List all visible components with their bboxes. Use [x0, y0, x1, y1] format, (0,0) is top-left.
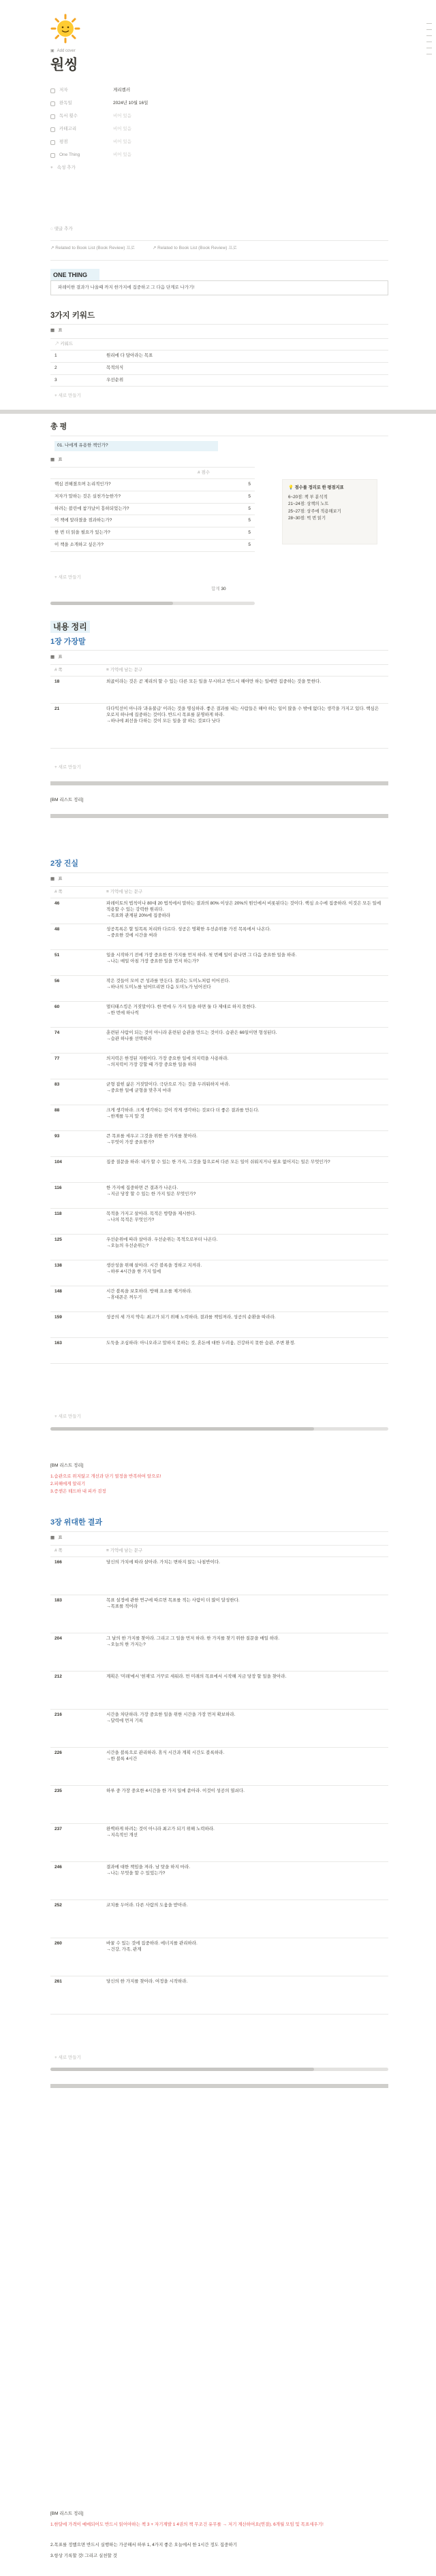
new-row-label: 새로 만들기 — [58, 2055, 81, 2060]
column-header-label: 기억에 남는 문구 — [110, 667, 143, 672]
table-row[interactable] — [50, 1862, 388, 1900]
cell-quote[interactable]: 큰 목표를 세우고 그것을 위한 한 가지를 찾아라. →무엇이 가장 중요한가? — [102, 1131, 388, 1157]
one-thing-heading: ONE THING — [50, 269, 99, 281]
table-row[interactable] — [50, 362, 388, 374]
property-key: 저자 — [59, 88, 68, 93]
cell-page[interactable]: 204 — [50, 1633, 102, 1672]
cell-score[interactable]: 5 — [193, 479, 255, 491]
db-view-label: 표 — [58, 655, 63, 659]
column-header[interactable]: # 점수 — [193, 468, 255, 479]
new-row-button[interactable]: + 새로 만들기 — [54, 1414, 81, 1419]
cell-score[interactable]: 5 — [193, 515, 255, 527]
cell-quote[interactable]: 한 가지에 집중하면 큰 결과가 나온다. →지금 당장 할 수 있는 한 가지 일은 무엇인가? — [102, 1183, 388, 1209]
overall-db-header[interactable] — [50, 457, 62, 463]
cell-quote[interactable]: 집중 질문을 하라: 내가 할 수 있는 한 가지, 그것을 함으로써 다른 모든 일이 쉬워지거나 필요 없어지는 일은 무엇인가? — [102, 1157, 388, 1183]
table-row[interactable] — [50, 1672, 388, 1710]
cell-page[interactable]: 148 — [50, 1286, 102, 1312]
cell-page[interactable]: 166 — [50, 1557, 102, 1595]
cell-text[interactable]: 우선순위 — [102, 374, 388, 387]
plus-icon: + — [50, 165, 53, 171]
table-row[interactable] — [50, 1633, 388, 1672]
cell-quote[interactable]: 당신의 한 가지를 찾아라. 여정을 시작하라. — [102, 1976, 388, 2015]
bm2-line[interactable]: 3.증샌은 테드하 내 피카 검정 — [50, 1489, 106, 1494]
bm3-line[interactable]: 3.항상 기록할 것! 그리고 실천할 것 — [50, 2554, 117, 2558]
column-header[interactable]: # 쪽 — [50, 1546, 102, 1557]
property-key: 독서 횟수 — [59, 114, 78, 119]
section-separator — [50, 814, 388, 818]
db-view-label: 표 — [58, 877, 63, 881]
related-link[interactable]: ↗ Related to Book List (Book Review) 프로 — [50, 246, 135, 250]
table-row[interactable] — [50, 1157, 388, 1183]
cell-page[interactable]: 212 — [50, 1672, 102, 1710]
chapter2-heading: 2장 진실 — [50, 860, 79, 868]
chapter1-table — [50, 664, 388, 749]
property-value[interactable]: 2024년 10월 16일 — [113, 101, 149, 106]
overall-table — [50, 467, 255, 552]
table-row[interactable] — [50, 1312, 388, 1338]
select-icon — [50, 127, 55, 132]
sum-value: 30 — [221, 587, 226, 591]
column-header[interactable]: ≡ 기억에 남는 문구 — [102, 665, 388, 676]
cell-page[interactable]: 21 — [50, 704, 102, 749]
column-header[interactable] — [102, 339, 388, 350]
callout-title: 💡 점수를 정리로 한 평점지표 — [288, 485, 344, 490]
cell-text[interactable]: 목적의식 — [102, 362, 388, 374]
add-property-button[interactable] — [50, 162, 388, 175]
cell-question[interactable]: 저자가 말하는 것은 실천가능한가? — [50, 491, 193, 503]
keywords-table — [50, 338, 388, 387]
cell-text[interactable]: 원리에 다 담아라는 목표 — [102, 350, 388, 363]
property-key: One Thing — [59, 152, 80, 158]
bm3-line[interactable]: 2.목표를 정했으면 반드시 실행하는 가공해서 하루 1, 4가지 좋은 오늘에서 한 1시간 정도 집중하기 — [50, 2543, 237, 2547]
related-link[interactable]: ↗ Related to Book List (Book Review) 프로 — [152, 246, 237, 250]
table-row[interactable] — [50, 374, 388, 387]
sun-emoji-icon[interactable] — [50, 14, 80, 44]
scrollbar-thumb[interactable] — [50, 602, 173, 605]
cell-page[interactable]: 237 — [50, 1824, 102, 1862]
bm2-title[interactable]: [BM 리스트 정리] — [50, 1463, 84, 1468]
db-view-label: 표 — [58, 1535, 63, 1540]
cell-quote[interactable]: 도둑을 조심하라: 아니오라고 말하지 못하는 것, 혼돈에 대한 두려움, 건강하지 못한 습관, 주변 환경. — [102, 1338, 388, 1364]
table-row[interactable] — [50, 503, 255, 515]
cell-quote[interactable]: 목적을 가지고 살아라. 목적은 방향을 제시한다. →나의 목적은 무엇인가? — [102, 1209, 388, 1235]
table-row[interactable] — [50, 1976, 388, 2015]
table-row[interactable] — [50, 976, 388, 1002]
chapter3-heading: 3장 위대한 결과 — [50, 1518, 102, 1527]
cell-quote[interactable]: 하루 중 가장 중요한 4시간을 한 가지 일에 쏟아라. 이것이 성공의 열쇠다. — [102, 1786, 388, 1824]
bm3-title[interactable]: [BM 리스트 정리] — [50, 2511, 84, 2516]
number-icon — [50, 114, 55, 119]
table-row[interactable] — [50, 1260, 388, 1286]
cell-page[interactable]: 226 — [50, 1748, 102, 1786]
cell-number[interactable]: 2 — [50, 362, 102, 374]
cell-question[interactable]: 이 책을 소개하고 싶은가? — [50, 539, 193, 551]
cell-quote[interactable]: 결과에 대한 책임을 져라. 남 탓을 하지 마라. →나는 무엇을 할 수 있었는가? — [102, 1862, 388, 1900]
rating-callout — [282, 479, 377, 544]
bm3-line[interactable]: 1.한달에 가격이 예매되어도 반드시 읽어야하는 책 3 + 자기계발 1 4권의 책 무조건 유무를 → 저기 계산하여요(연결). 6개월 모임 및 목표세우기! — [50, 2522, 324, 2527]
horizontal-scrollbar[interactable] — [50, 2068, 388, 2071]
cell-score[interactable]: 5 — [193, 491, 255, 503]
scrollbar-thumb[interactable] — [50, 1427, 314, 1431]
table-row[interactable] — [50, 898, 388, 924]
column-header[interactable]: ↗ 키워드 — [50, 339, 102, 350]
table-header-row — [50, 887, 388, 898]
table-row[interactable] — [50, 1131, 388, 1157]
cell-quote[interactable]: 시간 블록을 보호하라. 방해 요소를 제거하라. →휴대폰은 꺼두기 — [102, 1286, 388, 1312]
cell-page[interactable]: 183 — [50, 1595, 102, 1633]
cell-page[interactable]: 93 — [50, 1131, 102, 1157]
table-row[interactable] — [50, 1595, 388, 1633]
table-row[interactable] — [50, 1900, 388, 1938]
cell-number[interactable]: 1 — [50, 350, 102, 363]
column-header[interactable] — [50, 468, 193, 479]
table-row[interactable] — [50, 1209, 388, 1235]
table-row[interactable] — [50, 1557, 388, 1595]
table-row[interactable] — [50, 950, 388, 976]
table-row[interactable] — [50, 491, 255, 503]
cell-question[interactable]: 핵심 전해졌으며 논리적인가? — [50, 479, 193, 491]
cell-page[interactable]: 159 — [50, 1312, 102, 1338]
db-view-label: 표 — [58, 457, 63, 462]
property-author[interactable] — [50, 84, 388, 97]
property-rating[interactable] — [50, 136, 388, 149]
cell-page[interactable]: 235 — [50, 1786, 102, 1824]
column-header-label: 점수 — [201, 470, 210, 475]
cell-page[interactable]: 77 — [50, 1054, 102, 1079]
callout-line: 6~20점: 책 부 분석적 — [288, 494, 328, 500]
image-icon: ▣ — [50, 49, 54, 53]
comment-icon: ◌ — [50, 227, 53, 231]
summary-heading: 내용 정리 — [50, 621, 90, 633]
section-separator — [50, 781, 388, 785]
cell-quote[interactable]: 파레이토의 법칙이나 80대 20 법칙에서 말하는 결과의 80% 이상은 20%의 원인에서 비롯된다는 것이다. 핵심 소수에 집중하라. 이것은 모든 일에 적용할 수 있는 강력한 원리다. →목표와 관계된 20%에 집중하라 — [102, 898, 388, 924]
cell-quote[interactable]: 성공목록은 할 일목록 처리와 다르다. 성공은 명확한 우선순위를 가진 목록에서 나온다. →중요한 것에 시간을 써라 — [102, 924, 388, 950]
cell-page[interactable]: 125 — [50, 1235, 102, 1260]
table-row[interactable] — [50, 676, 388, 704]
cell-page[interactable]: 74 — [50, 1028, 102, 1054]
new-row-button[interactable]: + 새로 만들기 — [54, 393, 81, 398]
table-row[interactable] — [50, 1235, 388, 1260]
cell-page[interactable]: 48 — [50, 924, 102, 950]
chapter2-table — [50, 886, 388, 1364]
column-header-label: 쪽 — [58, 667, 63, 672]
cell-quote[interactable]: 완벽하게 하려는 것이 아니라 최고가 되기 위해 노력하라. →지속적인 개선 — [102, 1824, 388, 1862]
property-value[interactable]: 게리켈러 — [113, 88, 131, 93]
overall-question: 01. 나에게 유용한 책인가? — [54, 441, 218, 451]
keywords-heading: 3가지 키워드 — [50, 312, 95, 320]
table-header-row — [50, 665, 388, 676]
new-row-button[interactable]: + 새로 만들기 — [54, 2055, 81, 2060]
cell-quote[interactable]: 훈련된 사람이 되는 것이 아니라 훈련된 습관을 만드는 것이다. 습관은 66일이면 형성된다. →습관 하나를 선택하라 — [102, 1028, 388, 1054]
scrollbar-thumb[interactable] — [50, 2068, 314, 2071]
cell-page[interactable]: 252 — [50, 1900, 102, 1938]
column-header-label: 기억에 남는 문구 — [110, 1548, 143, 1553]
select-icon — [50, 140, 55, 145]
table-row[interactable] — [50, 479, 255, 491]
cell-question[interactable]: 한 번 더 읽을 필요가 있는가? — [50, 527, 193, 540]
cell-page[interactable]: 138 — [50, 1260, 102, 1286]
cell-quote[interactable]: 외곬이라는 것은 곧 제리의 할 수 있는 다른 모든 일을 무시하고 반드시 해야만 하는 일에만 집중하는 것을 뜻한다. — [102, 676, 388, 704]
cell-quote[interactable]: 멀티태스킹은 거짓말이다. 한 번에 두 가지 일을 하면 둘 다 제대로 하지 못한다. →한 번에 하나씩 — [102, 1002, 388, 1028]
one-thing-box[interactable]: 파레이한 결과가 나올때 까지 한가지에 집중하고 그 다음 단계로 나가기! — [50, 280, 388, 295]
table-row[interactable] — [50, 350, 388, 363]
cell-page[interactable]: 260 — [50, 1938, 102, 1976]
add-comment-label: 댓글 추가 — [54, 227, 73, 231]
callout-line: 21~24점: 상책의 노트 — [288, 502, 329, 506]
cell-score[interactable]: 5 — [193, 527, 255, 540]
cell-question[interactable]: 하려는 블린에 참가났이 흥하되었는가? — [50, 503, 193, 515]
add-cover-link[interactable] — [50, 48, 76, 54]
property-category[interactable] — [50, 123, 388, 136]
add-comment-button[interactable] — [50, 227, 73, 233]
related-link-label: Related to Book List (Book Review) 프로 — [55, 246, 135, 250]
table-row[interactable] — [50, 1183, 388, 1209]
new-row-label: 새로 만들기 — [58, 1414, 81, 1419]
cell-page[interactable]: 104 — [50, 1157, 102, 1183]
cell-quote[interactable]: 생산성을 위해 살아라. 시간 블록을 정하고 지켜라. →하루 4시간을 한 가지 일에 — [102, 1260, 388, 1286]
divider — [50, 650, 388, 651]
property-one-thing[interactable] — [50, 149, 388, 162]
cell-quote[interactable]: 의지력은 한정된 자원이다. 가장 중요한 일에 의지력을 사용하라. →의지력이 가장 강할 때 가장 중요한 일을 하라 — [102, 1054, 388, 1079]
cell-page[interactable]: 216 — [50, 1710, 102, 1748]
cell-page[interactable]: 60 — [50, 1002, 102, 1028]
chapter3-table — [50, 1545, 388, 2015]
cell-page[interactable]: 163 — [50, 1338, 102, 1364]
chapter1-heading: 1장 가장말 — [50, 638, 86, 646]
properties — [50, 84, 388, 175]
table-row[interactable] — [50, 924, 388, 950]
table-row[interactable] — [50, 1054, 388, 1079]
horizontal-scrollbar[interactable] — [50, 602, 255, 605]
property-key: 카테고리 — [59, 127, 77, 132]
new-row-button[interactable]: + 새로 만들기 — [54, 575, 81, 580]
column-header-label: 쪽 — [58, 889, 63, 894]
overall-heading: 총 평 — [50, 423, 67, 431]
related-links — [50, 246, 237, 252]
table-row[interactable] — [50, 539, 255, 551]
table-icon: ▦ — [50, 328, 55, 333]
calendar-icon — [50, 101, 55, 106]
cell-number[interactable]: 3 — [50, 374, 102, 387]
cell-page[interactable]: 116 — [50, 1183, 102, 1209]
table-header-row — [50, 339, 388, 350]
property-key: 평점 — [59, 140, 68, 145]
bm2-line[interactable]: 2.피해에게 알리기 — [50, 1482, 86, 1486]
ch3-db-header[interactable] — [50, 1535, 62, 1542]
section-separator — [0, 410, 436, 414]
page-title[interactable]: 원씽 — [50, 57, 78, 73]
table-row[interactable] — [50, 1286, 388, 1312]
property-value[interactable]: 비어 있음 — [113, 114, 131, 119]
column-header[interactable]: # 쪽 — [50, 665, 102, 676]
divider — [50, 240, 388, 241]
column-header[interactable]: ≡ 기억에 남는 문구 — [102, 887, 388, 898]
table-row[interactable] — [50, 1338, 388, 1364]
divider — [50, 324, 388, 325]
ch1-db-header[interactable] — [50, 655, 62, 661]
table-row[interactable] — [50, 1002, 388, 1028]
ch2-db-header[interactable] — [50, 877, 62, 883]
new-row-label: 새로 만들기 — [58, 393, 81, 398]
text-icon — [50, 153, 55, 158]
table-icon: ▦ — [50, 457, 55, 462]
table-row[interactable] — [50, 1748, 388, 1786]
cell-score[interactable]: 5 — [193, 539, 255, 551]
table-icon: ▦ — [50, 877, 55, 881]
sum-footer — [211, 587, 226, 593]
cell-page[interactable]: 246 — [50, 1862, 102, 1900]
cell-quote[interactable]: 바꿀 수 있는 것에 집중하라. 에너지를 관리하라. →건강, 가족, 관계 — [102, 1938, 388, 1976]
cell-page[interactable]: 18 — [50, 676, 102, 704]
cell-quote[interactable]: 당신의 가치에 따라 살아라. 가치는 변하지 않는 나침반이다. — [102, 1557, 388, 1595]
column-header-label: 기억에 남는 문구 — [110, 889, 143, 894]
cell-quote[interactable]: 코치를 두어라. 다른 사람의 도움을 받아라. — [102, 1900, 388, 1938]
cell-quote[interactable]: 성공의 세 가지 약속: 최고가 되기 위해 노력하라, 결과를 책임져라, 성공의 순환을 따라라. — [102, 1312, 388, 1338]
cell-score[interactable]: 5 — [193, 503, 255, 515]
cell-page[interactable]: 261 — [50, 1976, 102, 2015]
cell-page[interactable]: 46 — [50, 898, 102, 924]
table-row[interactable] — [50, 1938, 388, 1976]
table-header-row — [50, 468, 255, 479]
cell-quote[interactable]: 그 날의 한 가지를 찾아라. 그리고 그 일을 먼저 하라. 한 가지를 찾기 위한 질문을 매일 하라. →오늘의 한 가지는? — [102, 1633, 388, 1672]
property-value[interactable]: 비어 있음 — [113, 152, 131, 158]
cell-page[interactable]: 88 — [50, 1105, 102, 1131]
column-header[interactable]: ≡ 기억에 남는 문구 — [102, 1546, 388, 1557]
cell-quote[interactable]: 일을 시작하기 전에 가장 중요한 한 가지를 먼저 하라. 첫 번째 일이 끝나면 그 다음 중요한 일을 하라. →나는 매일 아침 가장 중요한 일을 먼저 하는가? — [102, 950, 388, 976]
related-link-label: Related to Book List (Book Review) 프로 — [157, 246, 237, 250]
column-header[interactable]: # 쪽 — [50, 887, 102, 898]
callout-line: 28~30점: 벅 번 읽기 — [288, 516, 326, 521]
cell-page[interactable]: 118 — [50, 1209, 102, 1235]
cell-question[interactable]: 이 책에 알라졌을 점과하는가? — [50, 515, 193, 527]
horizontal-scrollbar[interactable] — [50, 1427, 388, 1431]
property-key: 완독일 — [59, 101, 72, 106]
add-cover-label: Add cover — [57, 49, 76, 53]
table-row[interactable] — [50, 527, 255, 540]
new-row-label: 새로 만들기 — [58, 575, 81, 580]
table-icon: ▦ — [50, 655, 55, 659]
cell-quote[interactable]: 시간을 차단하라. 가장 중요한 일을 위한 시간을 가장 먼저 확보하라. →달력에 먼저 기록 — [102, 1710, 388, 1748]
table-row[interactable] — [50, 1824, 388, 1862]
cell-page[interactable]: 56 — [50, 976, 102, 1002]
table-icon: ▦ — [50, 1535, 55, 1540]
bm-note[interactable]: [BM 리스트 정리] — [50, 798, 84, 802]
table-row[interactable] — [50, 704, 388, 749]
table-row[interactable] — [50, 515, 255, 527]
cell-quote[interactable]: 균형 잡힌 삶은 거짓말이다. 극단으로 가는 것을 두려워하지 마라. →중요한 일에 균형을 맞추지 마라 — [102, 1079, 388, 1105]
bm2-line[interactable]: 1.습관으로 위지않고 개선과 단기 열정을 반복하여 알으로! — [50, 1474, 161, 1479]
divider — [50, 260, 388, 261]
section-separator — [50, 2084, 388, 2088]
table-row[interactable] — [50, 1079, 388, 1105]
sum-label: 합계 — [211, 587, 220, 591]
new-row-label: 새로 만들기 — [58, 765, 81, 770]
db-view-label: 표 — [58, 328, 63, 333]
cell-quote[interactable]: 다다익선이 아니라 '과유불급' 이라는 것을 명심하라. 좋은 결과를 내는 사람들은 해야 하는 일이 많을 수 밖에 없다는 생각을 가지고 있다. 핵심은 오로지 하나에 집중하는 것이다. 반드시 목표를 분명하게 하라. →하나에 최선을 다하는 것이 모든 일을 잘 하는 것보다 낫다 — [102, 704, 388, 749]
property-value[interactable]: 비어 있음 — [113, 127, 131, 132]
cell-quote[interactable]: 우선순위에 따라 살아라. 우선순위는 목적으로부터 나온다. →오늘의 우선순위는? — [102, 1235, 388, 1260]
cell-quote[interactable]: 크게 생각하라. 크게 생각하는 것이 작게 생각하는 것보다 더 좋은 결과를 만든다. →한계를 두지 말 것 — [102, 1105, 388, 1131]
divider — [50, 1531, 388, 1532]
cell-page[interactable]: 83 — [50, 1079, 102, 1105]
cell-quote[interactable]: 목표 설정에 관한 연구에 따르면 목표를 적는 사람이 더 많이 달성한다. →목표를 적어라 — [102, 1595, 388, 1633]
cell-quote[interactable]: 시간을 블록으로 관리하라. 휴식 시간과 계획 시간도 블록하라. →한 블록 4시간 — [102, 1748, 388, 1786]
text-icon — [50, 88, 55, 93]
table-row[interactable] — [50, 1710, 388, 1748]
column-header-label: 키워드 — [60, 341, 74, 346]
table-row[interactable] — [50, 1028, 388, 1054]
column-header-label: 쪽 — [58, 1548, 63, 1553]
callout-line: 25~27점: 상주에 적용해보기 — [288, 508, 341, 514]
cell-quote[interactable]: 작은 것들이 모여 큰 성과를 만든다. 결과는 도미노처럼 이어진다. →하나의 도미노를 넘어뜨리면 다음 도미노가 넘어진다 — [102, 976, 388, 1002]
callout-title-text: 점수를 정리로 한 평점지표 — [294, 485, 344, 490]
table-header-row — [50, 1546, 388, 1557]
outline-rail[interactable] — [426, 23, 432, 54]
new-row-button[interactable]: + 새로 만들기 — [54, 765, 81, 770]
property-read-count[interactable] — [50, 110, 388, 123]
property-value[interactable]: 비어 있음 — [113, 140, 131, 145]
keywords-db-header[interactable] — [50, 328, 62, 334]
cell-quote[interactable]: 계획은 '미래'에서 '현재'로 거꾸로 세워라. 먼 미래의 목표에서 시작해 지금 당장 할 일을 찾아라. — [102, 1672, 388, 1710]
table-row[interactable] — [50, 1786, 388, 1824]
cell-page[interactable]: 51 — [50, 950, 102, 976]
table-row[interactable] — [50, 1105, 388, 1131]
property-key: 속성 추가 — [57, 165, 76, 171]
property-finished-date[interactable] — [50, 97, 388, 110]
